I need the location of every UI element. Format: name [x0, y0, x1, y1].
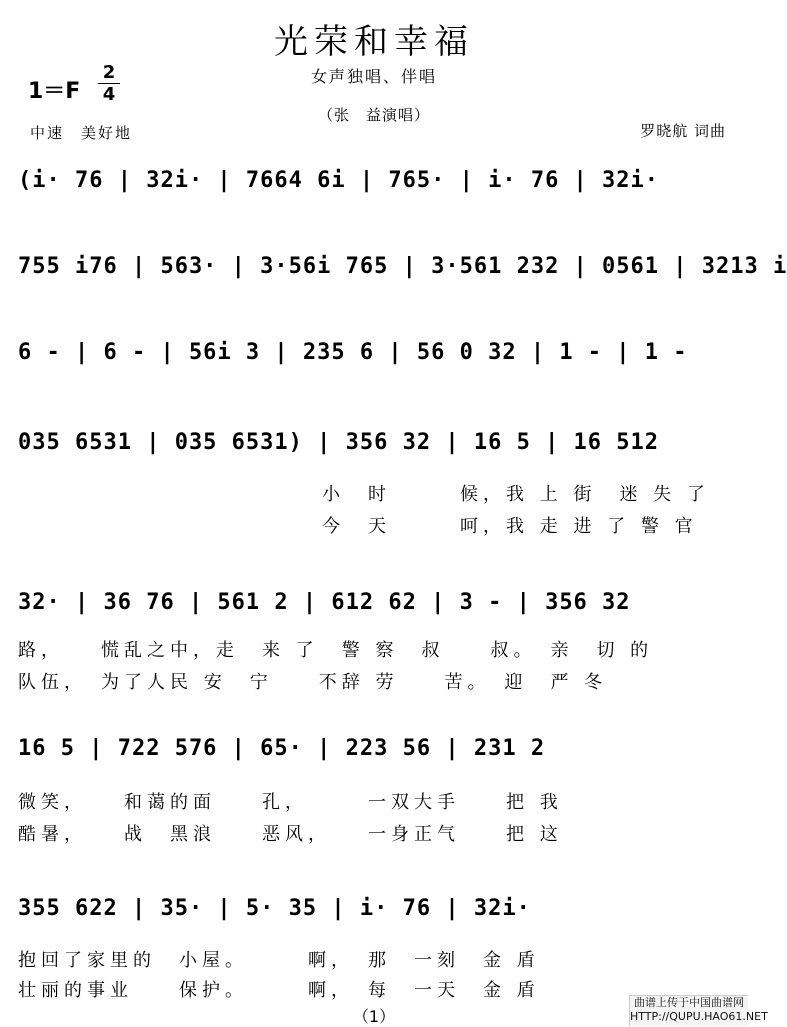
lyric-verse-1-line-5: 路， 慌乱之中，走 来 了 警 察 叔 叔。 亲 切 的	[18, 640, 654, 661]
staff-7: 355 622 | 35· | 5· 35 | i· 76 | 32i·	[18, 896, 531, 921]
lyric-verse-2-line-4: 今 天 呵，我 走 进 了 警 官	[322, 516, 698, 537]
time-signature-bottom: 4	[102, 84, 116, 105]
watermark-site-name: 曲谱上传于中国曲谱网	[634, 996, 744, 1009]
time-signature	[98, 62, 120, 105]
staff-5: 32· | 36 76 | 561 2 | 612 62 | 3 - | 356 32	[18, 590, 631, 615]
staff-4: 035 6531 | 035 6531) | 356 32 | 16 5 | 16 512	[18, 430, 660, 455]
lyric-verse-2-line-6: 酷暑， 战 黑浪 恶风， 一身正气 把 这	[18, 824, 563, 845]
staff-3: 6 - | 6 - | 56i 3 | 235 6 | 56 0 32 | 1 - | 1 -	[18, 340, 688, 365]
key-signature: 1＝F	[28, 79, 81, 104]
lyric-verse-2-line-7: 壮丽的事业 保护。 啊， 每 一天 金 盾	[18, 980, 540, 1001]
watermark-url: HTTP://QUPU.HAO61.NET	[630, 1010, 768, 1023]
site-watermark	[629, 995, 768, 1026]
lyric-verse-2-line-5: 队伍， 为了人民 安 宁 不辞 劳 苦。 迎 严 冬	[18, 672, 608, 693]
staff-1: (i· 76 | 32i· | 7664 6i | 765· | i· 76 | 32i·	[18, 168, 660, 193]
lyric-verse-1-line-6: 微笑， 和蔼的面 孔， 一双大手 把 我	[18, 792, 563, 813]
song-title: 光荣和幸福	[274, 22, 474, 62]
composer-credit: 罗晓航 词曲	[640, 122, 726, 140]
staff-6: 16 5 | 722 576 | 65· | 223 56 | 231 2	[18, 736, 546, 761]
singer-credit: （张 益演唱）	[317, 106, 430, 124]
lyric-verse-1-line-7: 抱回了家里的 小屋。 啊， 那 一刻 金 盾	[18, 950, 540, 971]
tempo-marking: 中速 美好地	[30, 124, 133, 142]
performance-type: 女声独唱、伴唱	[310, 67, 437, 86]
lyric-verse-1-line-4: 小 时 候，我 上 街 迷 失 了	[322, 484, 710, 505]
staff-2: 755 i76 | 563· | 3·56i 765 | 3·561 232 | 0561 | 3213 i	[18, 254, 787, 279]
page-number: （1）	[352, 1007, 396, 1026]
time-signature-top: 2	[98, 62, 120, 84]
